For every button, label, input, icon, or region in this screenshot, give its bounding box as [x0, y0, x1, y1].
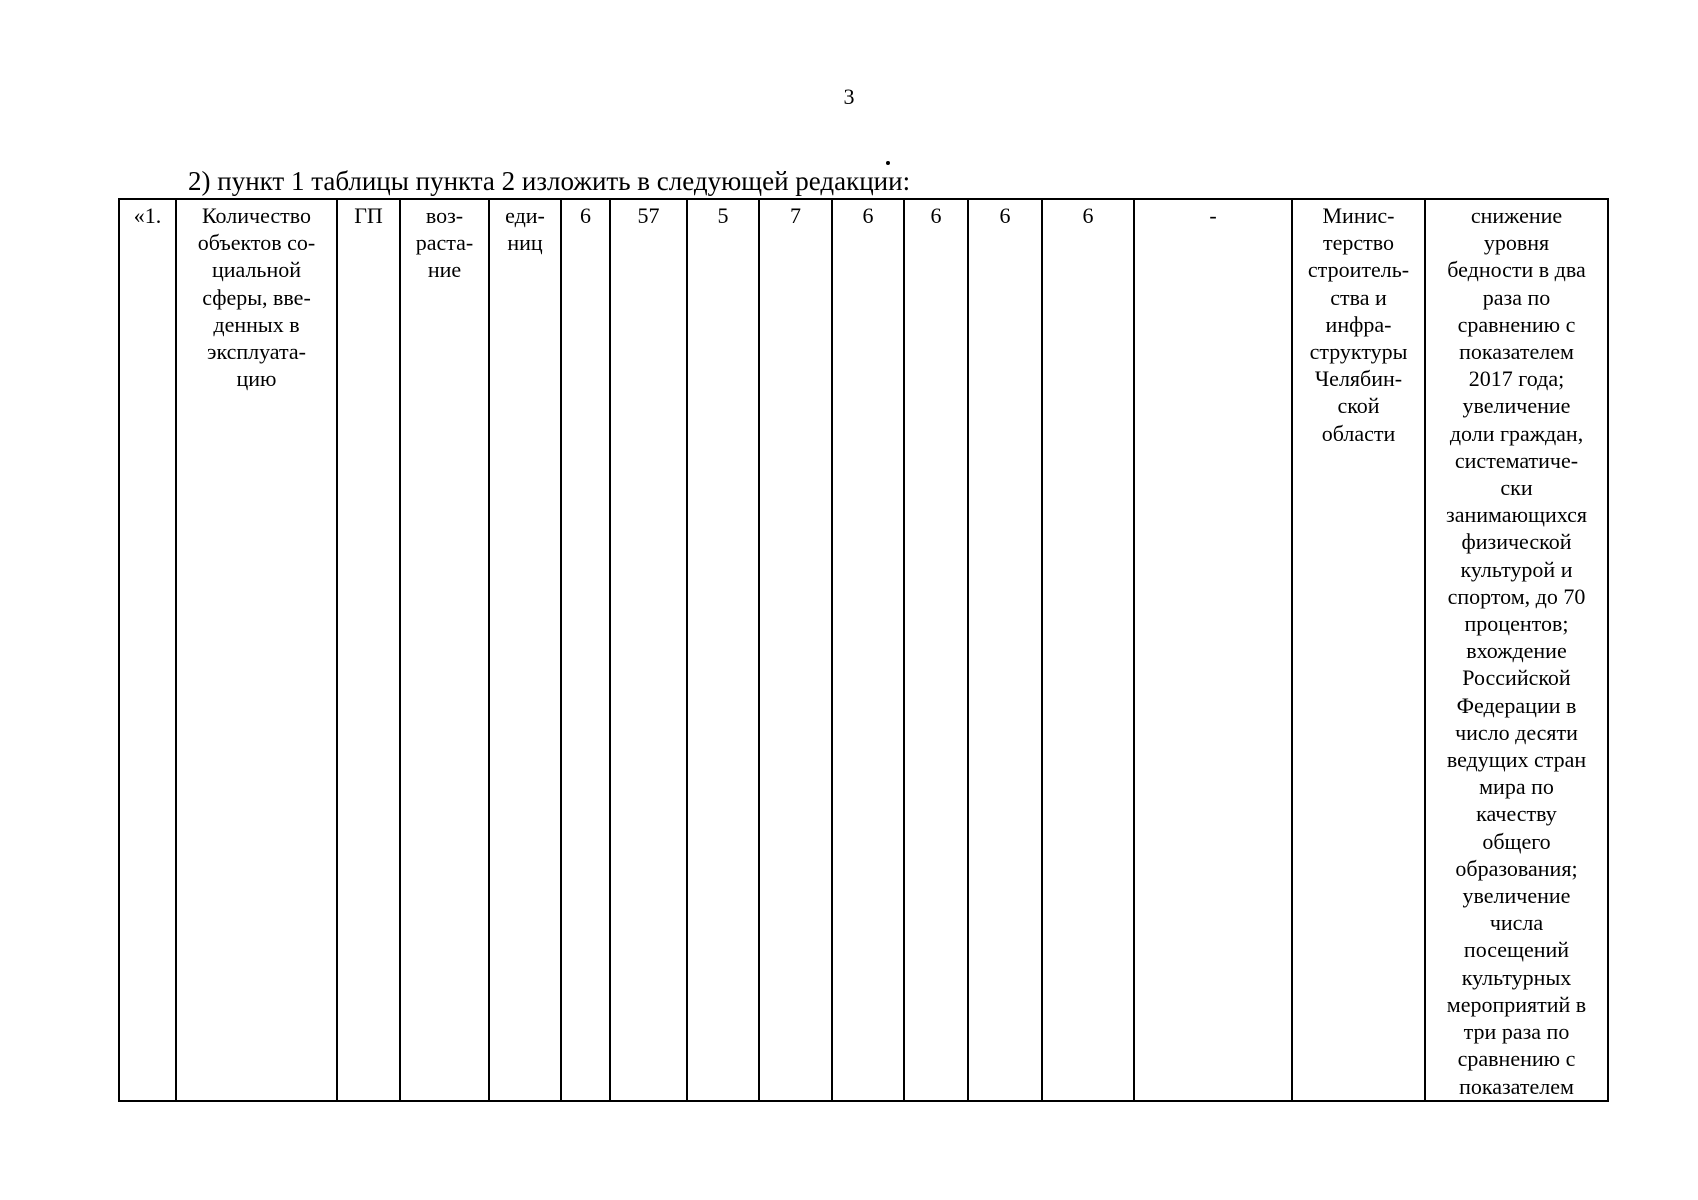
- cell-indicator-name: Количество объектов со- циальной сферы, вве- денных в эксплуата- цию: [176, 199, 337, 1101]
- table-row: [119, 199, 1608, 1101]
- cell-value-9: -: [1134, 199, 1292, 1101]
- cell-value-7: 6: [968, 199, 1042, 1101]
- cell-unit: еди- ниц: [489, 199, 561, 1101]
- indicator-table: [118, 198, 1609, 1102]
- cell-value-3: 5: [687, 199, 759, 1101]
- scan-dot-mark: [886, 161, 890, 165]
- cell-goals: снижение уровня бедности в два раза по сравнению с показателем 2017 года; увеличение доли граждан, систематиче- ски занимающихся физической культурой и спортом, до 70 процентов; вхождение Российской Федерации в число десяти ведущих стран мира по качеству общего образования; увеличение числа посещений культурных мероприятий в три раза по сравнению с показателем: [1425, 199, 1608, 1101]
- cell-value-1: 6: [561, 199, 610, 1101]
- cell-value-2: 57: [610, 199, 687, 1101]
- cell-trend: воз- раста- ние: [400, 199, 489, 1101]
- cell-value-4: 7: [759, 199, 832, 1101]
- page-number: 3: [843, 84, 855, 109]
- cell-responsible: Минис- терство строитель- ства и инфра- структуры Челябин- ской области: [1292, 199, 1425, 1101]
- cell-item-number: «1.: [119, 199, 176, 1101]
- intro-text: 2) пункт 1 таблицы пункта 2 изложить в следующей редакции:: [188, 166, 911, 196]
- cell-value-8: 6: [1042, 199, 1134, 1101]
- cell-value-5: 6: [832, 199, 904, 1101]
- cell-indicator-type: ГП: [337, 199, 400, 1101]
- cell-value-6: 6: [904, 199, 968, 1101]
